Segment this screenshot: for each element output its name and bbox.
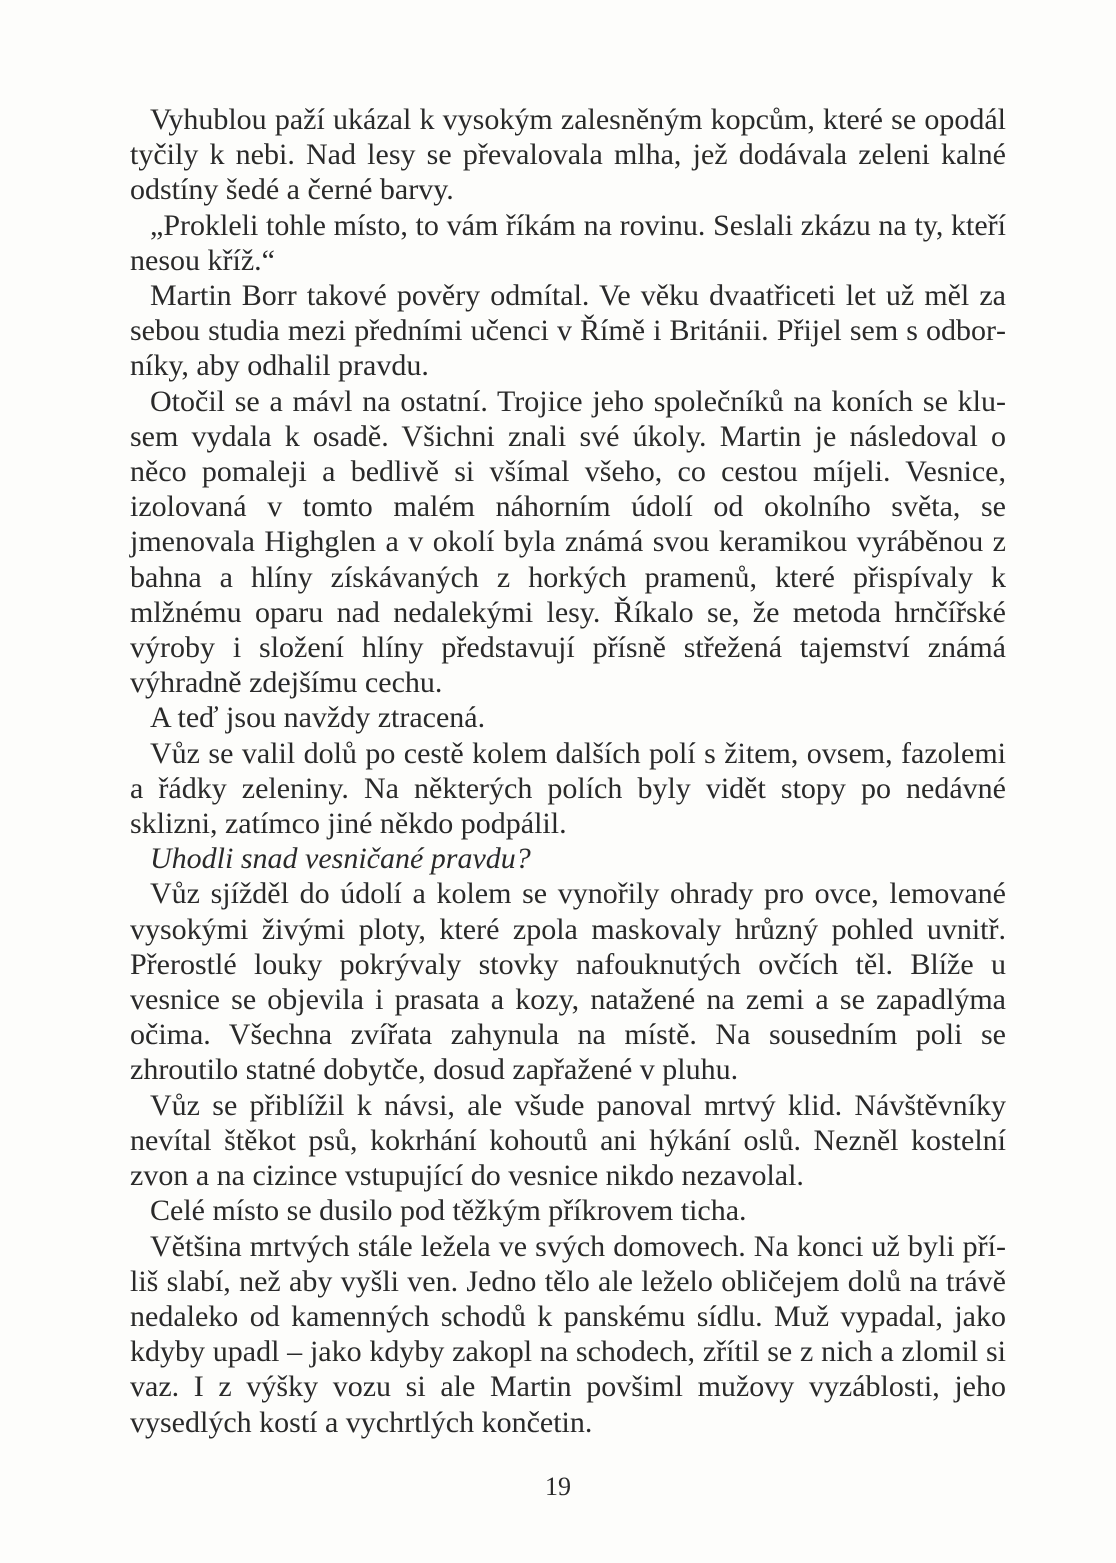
body-text — [130, 102, 1006, 1440]
paragraph: Většina mrtvých stále ležela ve svých domovech. Na konci už byli příliš slabí, než aby vyšli ven. Jedno tělo ale leželo obličejem dolů na trávě nedaleko od kamenných schodů k panskému sídlu. Muž vypadal, jako kdyby upadl – jako kdyby zakopl na schodech, zřítil se z nich a zlomil si vaz. I z výšky vozu si ale Martin povšiml mužovy vyzáblosti, jeho vysedlých kostí a vychrtlých končetin. — [130, 1229, 1006, 1439]
paragraph: Celé místo se dusilo pod těžkým příkrovem ticha. — [150, 1194, 747, 1228]
paragraph: Vůz se valil dolů po cestě kolem dalších polí s žitem, ovsem, fazolemi a řádky zeleniny. Na některých polích byly vidět stopy po nedávné sklizni, zatímco jiné někdo podpálil. — [130, 736, 1006, 841]
paragraph: „Prokleli tohle místo, to vám říkám na rovinu. Seslali zkázu na ty, kteří nesou kříž.“ — [130, 208, 1006, 277]
paragraph: Vyhublou paží ukázal k vysokým zalesněným kopcům, které se opodál tyčily k nebi. Nad lesy se převalovala mlha, jež dodávala zeleni kalné odstíny šedé a černé barvy. — [130, 103, 1006, 207]
paragraph: Vůz se přiblížil k návsi, ale všude panoval mrtvý klid. Návštěvníky nevítal štěkot psů, kokrhání kohoutů ani hýkání oslů. Nezněl kostelní zvon a na cizince vstupující do vesnice nikdo nezavolal. — [130, 1088, 1006, 1193]
paragraph: Otočil se a mávl na ostatní. Trojice jeho společníků na koních se klusem vydala k osadě. Všichni znali své úkoly. Martin je následoval o něco pomaleji a bedlivě si všímal všeho, co cestou míjeli. Vesnice, izolovaná v tomto malém náhorním údolí od okolního světa, se jmenovala Highglen a v okolí byla známá svou keramikou vyráběnou z bahna a hlíny získávaných z horkých pramenů, které přispívaly k mlžnému oparu nad nedalekými lesy. Říkalo se, že metoda hrnčířské výroby i složení hlíny představují přísně střežená tajemství známá výhradně zdejšímu cechu. — [130, 384, 1006, 700]
italic-paragraph: Uhodli snad vesničané pravdu? — [150, 842, 531, 876]
paragraph: Vůz sjížděl do údolí a kolem se vynořily ohrady pro ovce, lemované vysokými živými ploty, které zpola maskovaly hrůzný pohled uvnitř. Přerostlé louky pokrývaly stovky nafouknutých ovčích těl. Blíže u vesnice se objevila i prasata a kozy, natažené na zemi a se zapadlýma očima. Všechna zvířata zahynula na místě. Na sousedním poli se zhroutilo statné dobytče, dosud zapřažené v pluhu. — [130, 877, 1006, 1087]
paragraph: A teď jsou navždy ztracená. — [150, 701, 486, 735]
paragraph: Martin Borr takové pověry odmítal. Ve věku dvaatřiceti let už měl za sebou studia mezi předními učenci v Římě i Británii. Přijel sem s odborníky, aby odhalil pravdu. — [130, 279, 1006, 383]
page-number: 19 — [545, 1472, 571, 1501]
